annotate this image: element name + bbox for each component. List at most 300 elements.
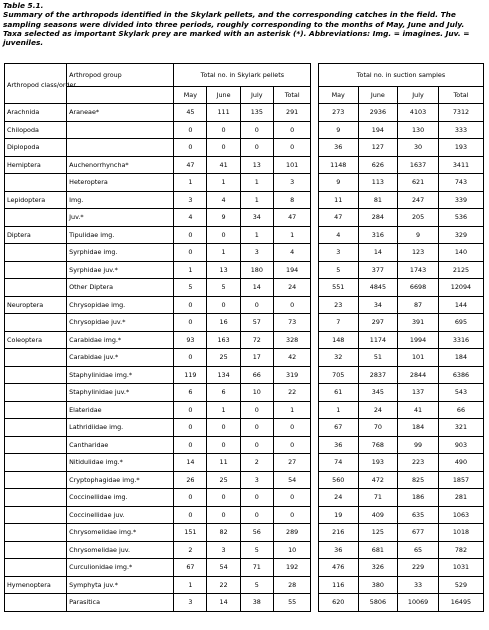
- pellet-count-cell: 55: [273, 594, 311, 612]
- pellet-count-cell: 0: [174, 314, 207, 332]
- table-row: [5, 594, 484, 612]
- class-order-cell: [5, 261, 67, 279]
- pellet-count-cell: 47: [273, 209, 311, 227]
- class-order-cell: Neuroptera: [5, 296, 67, 314]
- header-class-order: Arthropod class/order: [5, 64, 67, 104]
- suction-count-cell: 65: [398, 541, 439, 559]
- class-order-cell: [5, 454, 67, 472]
- pellet-count-cell: 0: [207, 489, 240, 507]
- pellet-count-cell: 1: [207, 401, 240, 419]
- pellet-count-cell: 319: [273, 366, 311, 384]
- suction-count-cell: 19: [318, 506, 358, 524]
- pellet-count-cell: 0: [174, 506, 207, 524]
- pellet-count-cell: 0: [273, 436, 311, 454]
- class-order-cell: [5, 401, 67, 419]
- class-order-cell: [5, 384, 67, 402]
- suction-count-cell: 2936: [358, 104, 398, 122]
- class-order-cell: Arachnida: [5, 104, 67, 122]
- suction-count-cell: 377: [358, 261, 398, 279]
- suction-count-cell: 36: [318, 139, 358, 157]
- table-row: [5, 471, 484, 489]
- pellet-count-cell: 3: [240, 244, 273, 262]
- pellet-count-cell: 3: [273, 174, 311, 192]
- suction-count-cell: 536: [438, 209, 483, 227]
- suction-count-cell: 626: [358, 156, 398, 174]
- pellet-count-cell: 0: [240, 419, 273, 437]
- suction-count-cell: 825: [398, 471, 439, 489]
- suction-count-cell: 529: [438, 576, 483, 594]
- group-cell: Cryptophagidae img.*: [67, 471, 174, 489]
- pellet-count-cell: 0: [240, 401, 273, 419]
- group-cell: Syrphidae img.: [67, 244, 174, 262]
- suction-count-cell: 620: [318, 594, 358, 612]
- suction-count-cell: 9: [318, 174, 358, 192]
- pellet-count-cell: 4: [174, 209, 207, 227]
- pellet-count-cell: 93: [174, 331, 207, 349]
- group-cell: Parasitica: [67, 594, 174, 612]
- pellet-count-cell: 0: [240, 436, 273, 454]
- class-order-cell: Lepidoptera: [5, 191, 67, 209]
- suction-count-cell: 148: [318, 331, 358, 349]
- pellet-count-cell: 163: [207, 331, 240, 349]
- pellet-count-cell: 1: [273, 226, 311, 244]
- table-caption: [3, 1, 486, 47]
- class-order-cell: [5, 279, 67, 297]
- suction-count-cell: 99: [398, 436, 439, 454]
- group-cell: Staphylinidae img.*: [67, 366, 174, 384]
- caption-line: Summary of the arthropods identified in the Skylark pellets, and the corresponding catches in the field. The: [3, 10, 456, 20]
- pellet-count-cell: 41: [207, 156, 240, 174]
- pellet-count-cell: 22: [273, 384, 311, 402]
- pellet-count-cell: 151: [174, 524, 207, 542]
- header-month: Total: [273, 87, 311, 104]
- suction-count-cell: 30: [398, 139, 439, 157]
- suction-count-cell: 339: [438, 191, 483, 209]
- class-order-cell: [5, 366, 67, 384]
- pellet-count-cell: 9: [207, 209, 240, 227]
- pellet-count-cell: 45: [174, 104, 207, 122]
- pellet-count-cell: 4: [207, 191, 240, 209]
- table-row: [5, 436, 484, 454]
- class-order-cell: [5, 419, 67, 437]
- suction-count-cell: 144: [438, 296, 483, 314]
- suction-count-cell: 9: [398, 226, 439, 244]
- suction-count-cell: 125: [358, 524, 398, 542]
- pellet-count-cell: 0: [240, 489, 273, 507]
- pellet-count-cell: 0: [174, 139, 207, 157]
- suction-count-cell: 33: [398, 576, 439, 594]
- suction-count-cell: 1174: [358, 331, 398, 349]
- suction-count-cell: 67: [318, 419, 358, 437]
- pellet-count-cell: 10: [273, 541, 311, 559]
- pellet-count-cell: 0: [273, 506, 311, 524]
- table-row: [5, 156, 484, 174]
- group-cell: Carabidae img.*: [67, 331, 174, 349]
- class-order-cell: Diptera: [5, 226, 67, 244]
- pellet-count-cell: 291: [273, 104, 311, 122]
- suction-count-cell: 4: [318, 226, 358, 244]
- suction-count-cell: 1994: [398, 331, 439, 349]
- suction-count-cell: 229: [398, 559, 439, 577]
- suction-count-cell: 1031: [438, 559, 483, 577]
- table-row: [5, 576, 484, 594]
- suction-count-cell: 247: [398, 191, 439, 209]
- header-suction: Total no. in suction samples: [318, 64, 483, 87]
- table-row: [5, 506, 484, 524]
- suction-count-cell: 23: [318, 296, 358, 314]
- pellet-count-cell: 4: [273, 244, 311, 262]
- suction-count-cell: 490: [438, 454, 483, 472]
- table-row: [5, 331, 484, 349]
- suction-count-cell: 768: [358, 436, 398, 454]
- header-month: July: [398, 87, 439, 104]
- pellet-count-cell: 180: [240, 261, 273, 279]
- pellet-count-cell: 135: [240, 104, 273, 122]
- suction-count-cell: 81: [358, 191, 398, 209]
- group-cell: Img.: [67, 191, 174, 209]
- column-gap: [311, 261, 319, 279]
- column-gap: [311, 331, 319, 349]
- group-cell: Auchenorrhyncha*: [67, 156, 174, 174]
- pellet-count-cell: 67: [174, 559, 207, 577]
- pellet-count-cell: 3: [240, 471, 273, 489]
- suction-count-cell: 3411: [438, 156, 483, 174]
- suction-count-cell: 205: [398, 209, 439, 227]
- pellet-count-cell: 5: [174, 279, 207, 297]
- header-month: June: [207, 87, 240, 104]
- group-cell: Cantharidae: [67, 436, 174, 454]
- pellet-count-cell: 194: [273, 261, 311, 279]
- suction-count-cell: 326: [358, 559, 398, 577]
- group-cell: Syrphidae juv.*: [67, 261, 174, 279]
- pellet-count-cell: 3: [174, 191, 207, 209]
- suction-count-cell: 391: [398, 314, 439, 332]
- suction-count-cell: 284: [358, 209, 398, 227]
- pellet-count-cell: 5: [207, 279, 240, 297]
- pellet-count-cell: 0: [174, 419, 207, 437]
- suction-count-cell: 329: [438, 226, 483, 244]
- suction-count-cell: 127: [358, 139, 398, 157]
- suction-count-cell: 743: [438, 174, 483, 192]
- suction-count-cell: 24: [318, 489, 358, 507]
- class-order-cell: Chilopoda: [5, 121, 67, 139]
- pellet-count-cell: 0: [240, 506, 273, 524]
- suction-count-cell: 621: [398, 174, 439, 192]
- suction-count-cell: 130: [398, 121, 439, 139]
- table-row: [5, 261, 484, 279]
- pellet-count-cell: 0: [207, 506, 240, 524]
- suction-count-cell: 321: [438, 419, 483, 437]
- table-row: [5, 524, 484, 542]
- suction-count-cell: 297: [358, 314, 398, 332]
- table-row: [5, 559, 484, 577]
- group-cell: Symphyta juv.*: [67, 576, 174, 594]
- pellet-count-cell: 0: [273, 139, 311, 157]
- class-order-cell: [5, 506, 67, 524]
- suction-count-cell: 782: [438, 541, 483, 559]
- suction-count-cell: 7312: [438, 104, 483, 122]
- suction-count-cell: 551: [318, 279, 358, 297]
- class-order-cell: [5, 349, 67, 367]
- suction-count-cell: 695: [438, 314, 483, 332]
- arthropod-table: [4, 63, 484, 612]
- group-cell: Other Diptera: [67, 279, 174, 297]
- class-order-cell: [5, 174, 67, 192]
- suction-count-cell: 635: [398, 506, 439, 524]
- column-gap: [311, 349, 319, 367]
- suction-count-cell: 380: [358, 576, 398, 594]
- pellet-count-cell: 119: [174, 366, 207, 384]
- suction-count-cell: 476: [318, 559, 358, 577]
- table-row: [5, 104, 484, 122]
- pellet-count-cell: 82: [207, 524, 240, 542]
- pellet-count-cell: 38: [240, 594, 273, 612]
- table-row: [5, 209, 484, 227]
- class-order-cell: [5, 594, 67, 612]
- pellet-count-cell: 28: [273, 576, 311, 594]
- suction-count-cell: 903: [438, 436, 483, 454]
- pellet-count-cell: 3: [207, 541, 240, 559]
- class-order-cell: [5, 244, 67, 262]
- pellet-count-cell: 27: [273, 454, 311, 472]
- group-cell: Chrysopidae juv.*: [67, 314, 174, 332]
- pellet-count-cell: 0: [207, 139, 240, 157]
- suction-count-cell: 273: [318, 104, 358, 122]
- pellet-count-cell: 0: [273, 489, 311, 507]
- suction-count-cell: 184: [398, 419, 439, 437]
- column-gap: [311, 314, 319, 332]
- suction-count-cell: 194: [358, 121, 398, 139]
- class-order-cell: [5, 209, 67, 227]
- suction-count-cell: 6698: [398, 279, 439, 297]
- group-cell: Juv.*: [67, 209, 174, 227]
- column-gap: [311, 524, 319, 542]
- group-cell: [67, 121, 174, 139]
- column-gap: [311, 174, 319, 192]
- class-order-cell: [5, 436, 67, 454]
- table-row: [5, 384, 484, 402]
- pellet-count-cell: 0: [174, 244, 207, 262]
- suction-count-cell: 9: [318, 121, 358, 139]
- pellet-count-cell: 14: [240, 279, 273, 297]
- pellet-count-cell: 289: [273, 524, 311, 542]
- column-gap: [311, 139, 319, 157]
- suction-count-cell: 409: [358, 506, 398, 524]
- suction-count-cell: 101: [398, 349, 439, 367]
- pellet-count-cell: 13: [240, 156, 273, 174]
- column-gap: [311, 541, 319, 559]
- group-cell: Chrysomelidae juv.: [67, 541, 174, 559]
- pellet-count-cell: 0: [174, 349, 207, 367]
- pellet-count-cell: 0: [174, 436, 207, 454]
- suction-count-cell: 186: [398, 489, 439, 507]
- column-gap: [311, 366, 319, 384]
- class-order-cell: [5, 314, 67, 332]
- pellet-count-cell: 101: [273, 156, 311, 174]
- suction-count-cell: 2837: [358, 366, 398, 384]
- pellet-count-cell: 2: [240, 454, 273, 472]
- suction-count-cell: 36: [318, 436, 358, 454]
- suction-count-cell: 6386: [438, 366, 483, 384]
- group-cell: Staphylinidae juv.*: [67, 384, 174, 402]
- class-order-cell: Diplopoda: [5, 139, 67, 157]
- suction-count-cell: 1857: [438, 471, 483, 489]
- header-month: July: [240, 87, 273, 104]
- class-order-cell: [5, 541, 67, 559]
- pellet-count-cell: 0: [207, 419, 240, 437]
- group-cell: Chrysomelidae img.*: [67, 524, 174, 542]
- pellet-count-cell: 1: [240, 174, 273, 192]
- group-cell: [67, 139, 174, 157]
- suction-count-cell: 16495: [438, 594, 483, 612]
- group-cell: Coccinellidae img.: [67, 489, 174, 507]
- suction-count-cell: 3316: [438, 331, 483, 349]
- group-cell: Lathridiidae img.: [67, 419, 174, 437]
- table-row: [5, 314, 484, 332]
- header-group-blank: [67, 87, 174, 104]
- suction-count-cell: 24: [358, 401, 398, 419]
- suction-count-cell: 1063: [438, 506, 483, 524]
- pellet-count-cell: 56: [240, 524, 273, 542]
- suction-count-cell: 12094: [438, 279, 483, 297]
- suction-count-cell: 1018: [438, 524, 483, 542]
- suction-count-cell: 41: [398, 401, 439, 419]
- table-row: [5, 191, 484, 209]
- suction-count-cell: 1637: [398, 156, 439, 174]
- column-gap: [311, 506, 319, 524]
- pellet-count-cell: 42: [273, 349, 311, 367]
- pellet-count-cell: 0: [207, 436, 240, 454]
- caption-line: sampling seasons were divided into three periods, roughly corresponding to the months of May, June and July.: [3, 19, 465, 29]
- group-cell: Chrysopidae img.: [67, 296, 174, 314]
- group-cell: Tipulidae img.: [67, 226, 174, 244]
- header-month: May: [318, 87, 358, 104]
- pellet-count-cell: 54: [273, 471, 311, 489]
- table-row: [5, 174, 484, 192]
- pellet-count-cell: 26: [174, 471, 207, 489]
- suction-count-cell: 3: [318, 244, 358, 262]
- pellet-count-cell: 134: [207, 366, 240, 384]
- pellet-count-cell: 0: [207, 226, 240, 244]
- pellet-count-cell: 34: [240, 209, 273, 227]
- suction-count-cell: 560: [318, 471, 358, 489]
- suction-count-cell: 2844: [398, 366, 439, 384]
- pellet-count-cell: 1: [207, 174, 240, 192]
- column-gap: [311, 401, 319, 419]
- pellet-count-cell: 1: [174, 576, 207, 594]
- pellet-count-cell: 5: [240, 576, 273, 594]
- suction-count-cell: 113: [358, 174, 398, 192]
- suction-count-cell: 2125: [438, 261, 483, 279]
- suction-count-cell: 1148: [318, 156, 358, 174]
- pellet-count-cell: 25: [207, 471, 240, 489]
- suction-count-cell: 47: [318, 209, 358, 227]
- pellet-count-cell: 0: [174, 226, 207, 244]
- pellet-count-cell: 1: [207, 244, 240, 262]
- column-gap: [311, 436, 319, 454]
- table-row: [5, 366, 484, 384]
- column-gap: [311, 87, 319, 104]
- group-cell: Heteroptera: [67, 174, 174, 192]
- suction-count-cell: 66: [438, 401, 483, 419]
- caption-line: Taxa selected as important Skylark prey are marked with an asterisk (*). Abbreviations: Img. = imagines. Juv. =: [3, 28, 470, 38]
- pellet-count-cell: 192: [273, 559, 311, 577]
- column-gap: [311, 594, 319, 612]
- pellet-count-cell: 66: [240, 366, 273, 384]
- pellet-count-cell: 11: [207, 454, 240, 472]
- pellet-count-cell: 71: [240, 559, 273, 577]
- class-order-cell: Coleoptera: [5, 331, 67, 349]
- suction-count-cell: 36: [318, 541, 358, 559]
- column-gap: [311, 121, 319, 139]
- suction-count-cell: 316: [358, 226, 398, 244]
- pellet-count-cell: 24: [273, 279, 311, 297]
- pellet-count-cell: 0: [207, 296, 240, 314]
- pellet-count-cell: 328: [273, 331, 311, 349]
- suction-count-cell: 345: [358, 384, 398, 402]
- header-month: Total: [438, 87, 483, 104]
- caption-line: Table 5.1.: [3, 1, 44, 10]
- pellet-count-cell: 0: [273, 419, 311, 437]
- table-row: [5, 454, 484, 472]
- header-month: May: [174, 87, 207, 104]
- pellet-count-cell: 5: [240, 541, 273, 559]
- pellet-count-cell: 0: [273, 121, 311, 139]
- suction-count-cell: 61: [318, 384, 358, 402]
- suction-count-cell: 51: [358, 349, 398, 367]
- suction-count-cell: 87: [398, 296, 439, 314]
- pellet-count-cell: 1: [273, 401, 311, 419]
- pellet-count-cell: 0: [240, 296, 273, 314]
- table-row: [5, 279, 484, 297]
- suction-count-cell: 677: [398, 524, 439, 542]
- column-gap: [311, 104, 319, 122]
- pellet-count-cell: 16: [207, 314, 240, 332]
- column-gap: [311, 244, 319, 262]
- pellet-count-cell: 8: [273, 191, 311, 209]
- class-order-cell: [5, 524, 67, 542]
- pellet-count-cell: 72: [240, 331, 273, 349]
- pellet-count-cell: 6: [207, 384, 240, 402]
- caption-line: juveniles.: [3, 38, 44, 48]
- column-gap: [311, 296, 319, 314]
- table-row: [5, 296, 484, 314]
- suction-count-cell: 1: [318, 401, 358, 419]
- suction-count-cell: 472: [358, 471, 398, 489]
- pellet-count-cell: 111: [207, 104, 240, 122]
- suction-count-cell: 140: [438, 244, 483, 262]
- group-cell: Nitidulidae img.*: [67, 454, 174, 472]
- suction-count-cell: 71: [358, 489, 398, 507]
- pellet-count-cell: 25: [207, 349, 240, 367]
- class-order-cell: [5, 471, 67, 489]
- column-gap: [311, 64, 319, 87]
- suction-count-cell: 4845: [358, 279, 398, 297]
- pellet-count-cell: 54: [207, 559, 240, 577]
- pellet-count-cell: 6: [174, 384, 207, 402]
- suction-count-cell: 116: [318, 576, 358, 594]
- suction-count-cell: 7: [318, 314, 358, 332]
- column-gap: [311, 419, 319, 437]
- suction-count-cell: 681: [358, 541, 398, 559]
- group-cell: Araneae*: [67, 104, 174, 122]
- column-gap: [311, 191, 319, 209]
- pellet-count-cell: 2: [174, 541, 207, 559]
- pellet-count-cell: 0: [273, 296, 311, 314]
- suction-count-cell: 5806: [358, 594, 398, 612]
- pellet-count-cell: 1: [240, 226, 273, 244]
- group-cell: Carabidae juv.*: [67, 349, 174, 367]
